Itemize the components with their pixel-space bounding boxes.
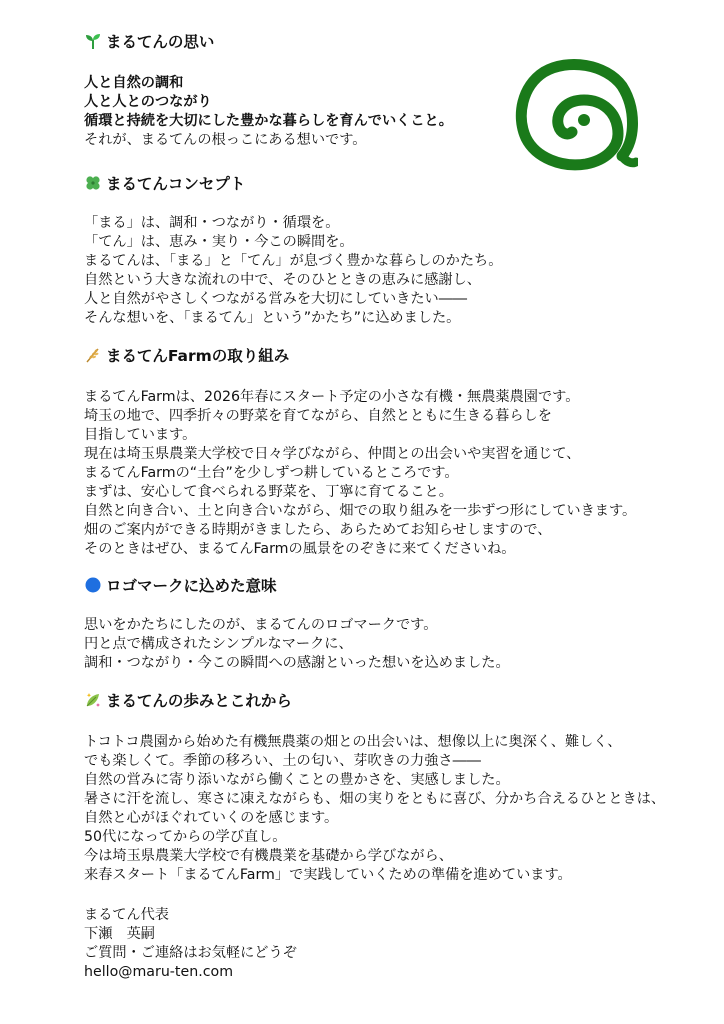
section-heading-text: まるてんコンセプト	[106, 175, 246, 193]
section-body	[84, 733, 665, 885]
body-line: 調和・つながり・今この瞬間への感謝といった想いを込めました。	[84, 655, 510, 671]
section-heading-text: まるてんFarmの取り組み	[106, 347, 290, 365]
section-heading	[84, 344, 636, 366]
section-history	[84, 689, 665, 885]
body-line: 思いをかたちにしたのが、まるてんのロゴマークです。	[84, 617, 438, 633]
body-line: 埼玉の地で、四季折々の野菜を育てながら、自然とともに生きる暮らしを	[84, 408, 552, 424]
body-line: 今は埼玉県農業大学校で有機農業を基礎から学びながら、	[84, 848, 453, 864]
body-line: そんな想いを、「まるてん」という”かたち”に込めました。	[84, 310, 461, 326]
body-line: 畑のご案内ができる時期がきましたら、あらためてお知らせしますので、	[84, 522, 552, 538]
signature-block	[84, 906, 297, 982]
section-heading	[84, 172, 502, 194]
signature-title: まるてん代表	[84, 907, 169, 923]
section-heading	[84, 30, 453, 52]
body-line: まるてんは、「まる」と「てん」が息づく豊かな暮らしのかたち。	[84, 253, 503, 269]
blue-circle-icon	[84, 576, 102, 594]
body-line: 人と自然がやさしくつながる営みを大切にしていきたい――	[84, 291, 468, 307]
section-body	[84, 214, 502, 328]
signature-contact-note: ご質問・ご連絡はお気軽にどうぞ	[84, 945, 297, 961]
body-line: 目指しています。	[84, 427, 197, 443]
section-heading	[84, 689, 665, 711]
section-omoi	[84, 30, 453, 150]
maruten-spiral-logo-icon	[512, 52, 638, 178]
section-concept	[84, 172, 502, 328]
sprout-icon	[84, 32, 102, 50]
clover-icon	[84, 174, 102, 192]
body-line: 循環と持続を大切にした豊かな暮らしを育んでいくこと。	[84, 113, 453, 129]
body-line: 自然と向き合い、土と向き合いながら、畑での取り組みを一歩ずつ形にしていきます。	[84, 503, 637, 519]
body-line: 「てん」は、恵み・実り・今この瞬間を。	[84, 234, 354, 250]
body-line: 現在は埼玉県農業大学校で日々学びながら、仲間との出会いや実習を通じて、	[84, 446, 581, 462]
section-logo-meaning	[84, 574, 510, 673]
body-line: 自然という大きな流れの中で、そのひとときの恵みに感謝し、	[84, 272, 481, 288]
body-line: 人と人とのつながり	[84, 94, 212, 110]
body-line: 50代になってからの学び直し。	[84, 829, 287, 845]
section-body	[84, 388, 636, 559]
body-line: トコトコ農園から始めた有機無農薬の畑との出会いは、想像以上に奥深く、難しく、	[84, 734, 622, 750]
body-line: 「まる」は、調和・つながり・循環を。	[84, 215, 340, 231]
section-heading-text: ロゴマークに込めた意味	[106, 577, 277, 595]
section-heading-text: まるてんの歩みとこれから	[106, 692, 292, 710]
body-line: 自然の営みに寄り添いながら働くことの豊かさを、実感しました。	[84, 772, 510, 788]
body-line: まるてんFarmの“土台”を少しずつ耕しているところです。	[84, 465, 459, 481]
body-line: 人と自然の調和	[84, 75, 184, 91]
section-heading-text: まるてんの思い	[106, 33, 215, 51]
body-line: まずは、安心して食べられる野菜を、丁寧に育てること。	[84, 484, 453, 500]
sparkle-leaf-icon	[84, 691, 102, 709]
wheat-icon	[84, 346, 102, 364]
body-line: 暑さに汗を流し、寒さに凍えながらも、畑の実りをともに喜び、分かち合えるひとときは、	[84, 791, 666, 807]
signature-email: hello@maru-ten.com	[84, 964, 234, 980]
body-line: 円と点で構成されたシンプルなマークに、	[84, 636, 353, 652]
body-line: 自然と心がほぐれていくのを感じます。	[84, 810, 339, 826]
body-line: まるてんFarmは、2026年春にスタート予定の小さな有機・無農薬農園です。	[84, 389, 580, 405]
section-farm	[84, 344, 636, 559]
body-line: でも楽しくて。季節の移ろい、土の匂い、芽吹きの力強さ――	[84, 753, 481, 769]
body-line: それが、まるてんの根っこにある想いです。	[84, 132, 367, 148]
body-line: そのときはぜひ、まるてんFarmの風景をのぞきに来てくださいね。	[84, 541, 516, 557]
signature-name: 下瀬 英嗣	[84, 926, 155, 942]
body-line: 来春スタート「まるてんFarm」で実践していくための準備を進めています。	[84, 867, 572, 883]
section-heading	[84, 574, 510, 596]
section-body	[84, 616, 510, 673]
section-body	[84, 74, 453, 150]
